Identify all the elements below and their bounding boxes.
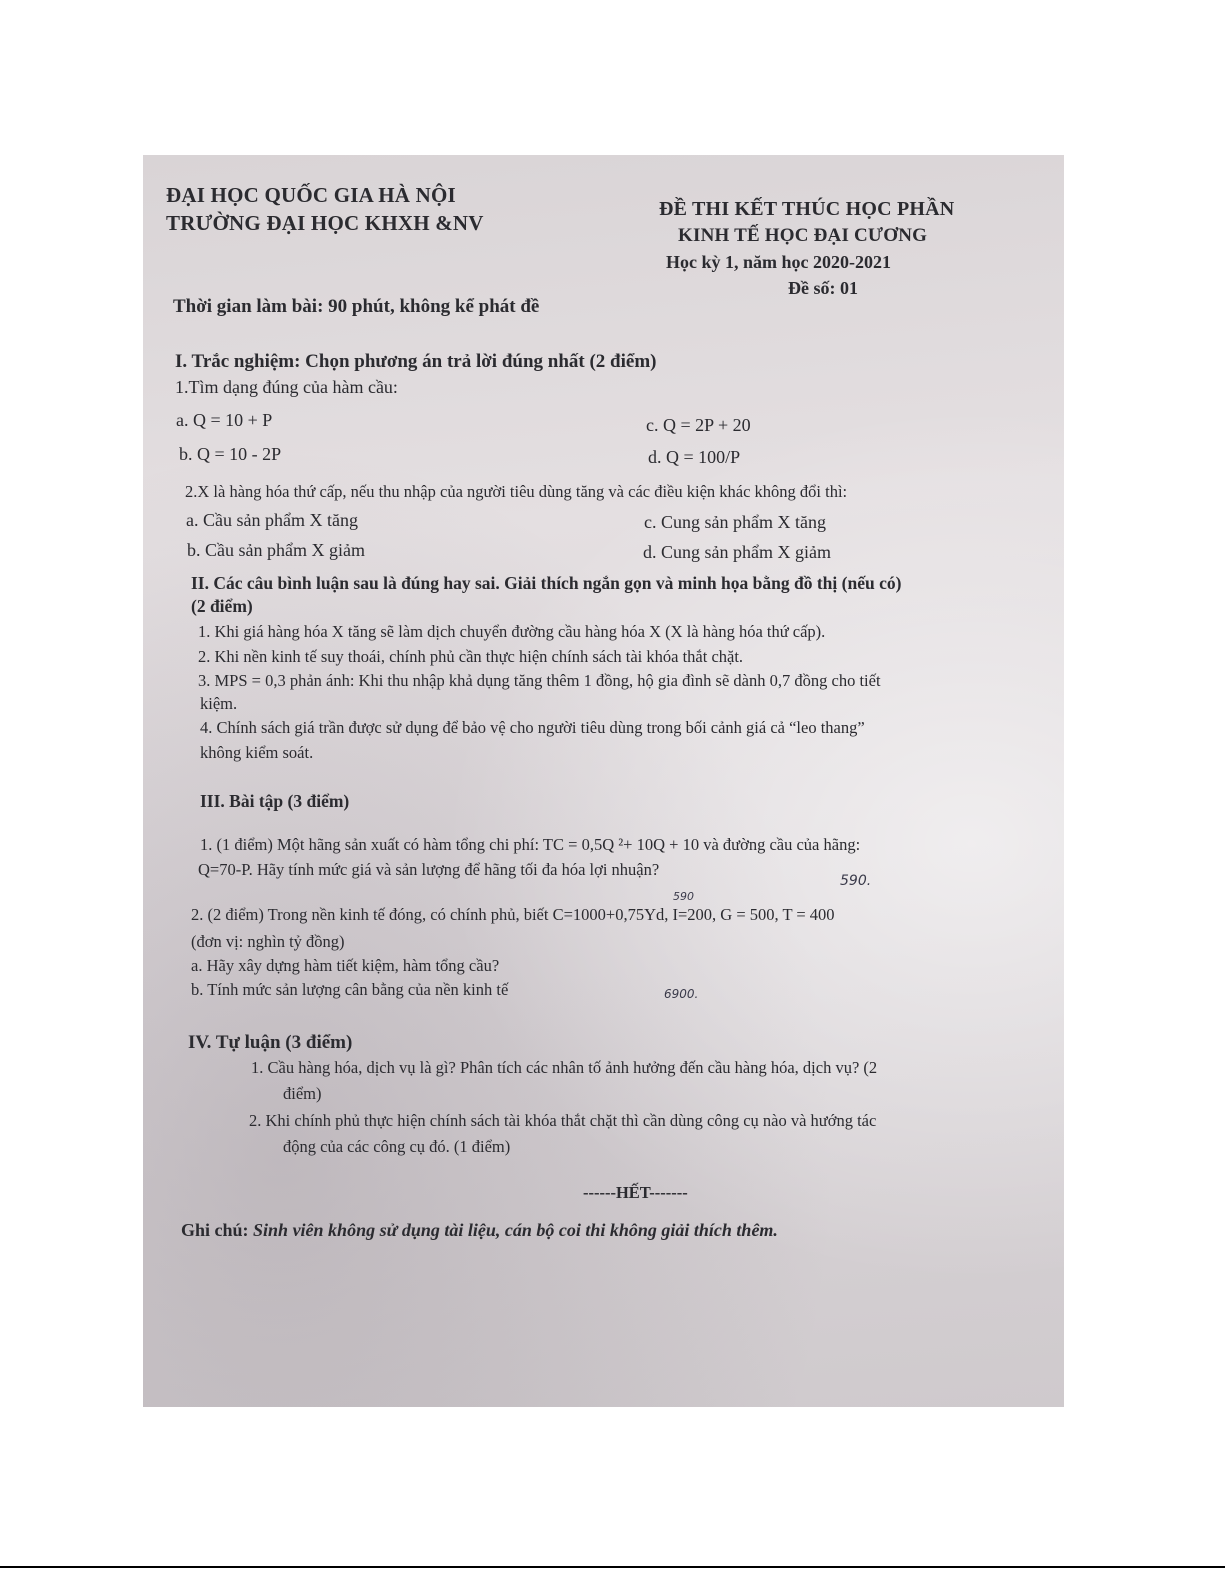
exam-code: Đề số: 01 (788, 278, 858, 298)
note-text: Sinh viên không sử dụng tài liệu, cán bộ coi thi không giải thích thêm. (253, 1220, 778, 1240)
part2-item: kiệm. (200, 694, 238, 713)
part2-item: 3. MPS = 0,3 phản ánh: Khi thu nhập khả dụng tăng thêm 1 đồng, hộ gia đình sẽ dành 0,7 đồng cho tiết (198, 671, 881, 690)
page-bottom-rule (0, 1566, 1225, 1568)
exercise2-part-a: a. Hãy xây dựng hàm tiết kiệm, hàm tổng cầu? (191, 956, 500, 975)
note-line (181, 1220, 778, 1241)
note-label: Ghi chú: (181, 1220, 249, 1240)
school-name: TRƯỜNG ĐẠI HỌC KHXH &NV (166, 211, 484, 235)
q1-option-d: d. Q = 100/P (648, 447, 741, 467)
university-name: ĐẠI HỌC QUỐC GIA HÀ NỘI (166, 183, 456, 207)
exercise1-line1: 1. (1 điểm) Một hãng sản xuất có hàm tổng chi phí: TC = 0,5Q ²+ 10Q + 10 và đường cầu của hãng: (200, 835, 861, 854)
q1-option-c: c. Q = 2P + 20 (646, 415, 751, 435)
q1-option-b: b. Q = 10 - 2P (179, 444, 282, 464)
exercise2-line1: 2. (2 điểm) Trong nền kinh tế đóng, có chính phủ, biết C=1000+0,75Yd, I=200, G = 500, T = 400 (191, 905, 835, 924)
handwritten-note: 590 (673, 890, 694, 903)
part2-points: (2 điểm) (191, 596, 253, 616)
q2-option-b: b. Cầu sản phẩm X giảm (187, 540, 365, 560)
essay-q1-line1: 1. Cầu hàng hóa, dịch vụ là gì? Phân tích các nhân tố ảnh hưởng đến cầu hàng hóa, dịch vụ? (2 (251, 1058, 878, 1077)
handwritten-note: 590. (840, 873, 872, 889)
part1-heading: I. Trắc nghiệm: Chọn phương án trả lời đúng nhất (2 điểm) (175, 351, 657, 372)
essay-q2-line2: động của các công cụ đó. (1 điểm) (283, 1137, 511, 1156)
exercise1-line2: Q=70-P. Hãy tính mức giá và sản lượng để hãng tối đa hóa lợi nhuận? (198, 860, 660, 879)
part2-item: 2. Khi nền kinh tế suy thoái, chính phủ cần thực hiện chính sách tài khóa thắt chặt. (198, 647, 744, 666)
essay-q1-line2: điểm) (283, 1084, 322, 1103)
exam-title: ĐỀ THI KẾT THÚC HỌC PHẦN (659, 198, 955, 220)
part2-item: không kiểm soát. (200, 743, 314, 762)
part2-heading: II. Các câu bình luận sau là đúng hay sai. Giải thích ngắn gọn và minh họa bằng đồ thị (nếu có) (191, 573, 902, 593)
q2-option-d: d. Cung sản phẩm X giảm (643, 542, 831, 562)
part2-item: 1. Khi giá hàng hóa X tăng sẽ làm dịch chuyển đường cầu hàng hóa X (X là hàng hóa thứ cấp). (198, 622, 826, 641)
q1-text: 1.Tìm dạng đúng của hàm cầu: (175, 377, 398, 397)
q2-option-c: c. Cung sản phẩm X tăng (644, 512, 826, 532)
part3-heading: III. Bài tập (3 điểm) (200, 791, 350, 811)
q1-option-a: a. Q = 10 + P (176, 410, 273, 430)
handwritten-note: 6900. (664, 987, 699, 1001)
part2-item: 4. Chính sách giá trần được sử dụng để bảo vệ cho người tiêu dùng trong bối cảnh giá cả “leo thang” (200, 718, 865, 737)
part4-heading: IV. Tự luận (3 điểm) (188, 1032, 353, 1053)
exercise2-part-b: b. Tính mức sản lượng cân bằng của nền kinh tế (191, 980, 509, 999)
essay-q2-line1: 2. Khi chính phủ thực hiện chính sách tài khóa thắt chặt thì cần dùng công cụ nào và hướng tác (249, 1111, 877, 1130)
q2-text: 2.X là hàng hóa thứ cấp, nếu thu nhập của người tiêu dùng tăng và các điều kiện khác không đổi thì: (185, 482, 848, 501)
end-marker: ------HẾT------- (583, 1183, 688, 1202)
semester: Học kỳ 1, năm học 2020-2021 (666, 252, 891, 272)
q2-option-a: a. Cầu sản phẩm X tăng (186, 510, 358, 530)
exam-paper-photo (143, 155, 1064, 1407)
exam-duration: Thời gian làm bài: 90 phút, không kể phát đề (173, 296, 540, 317)
exercise2-line2: (đơn vị: nghìn tỷ đồng) (191, 932, 345, 951)
course-name: KINH TẾ HỌC ĐẠI CƯƠNG (678, 225, 928, 246)
